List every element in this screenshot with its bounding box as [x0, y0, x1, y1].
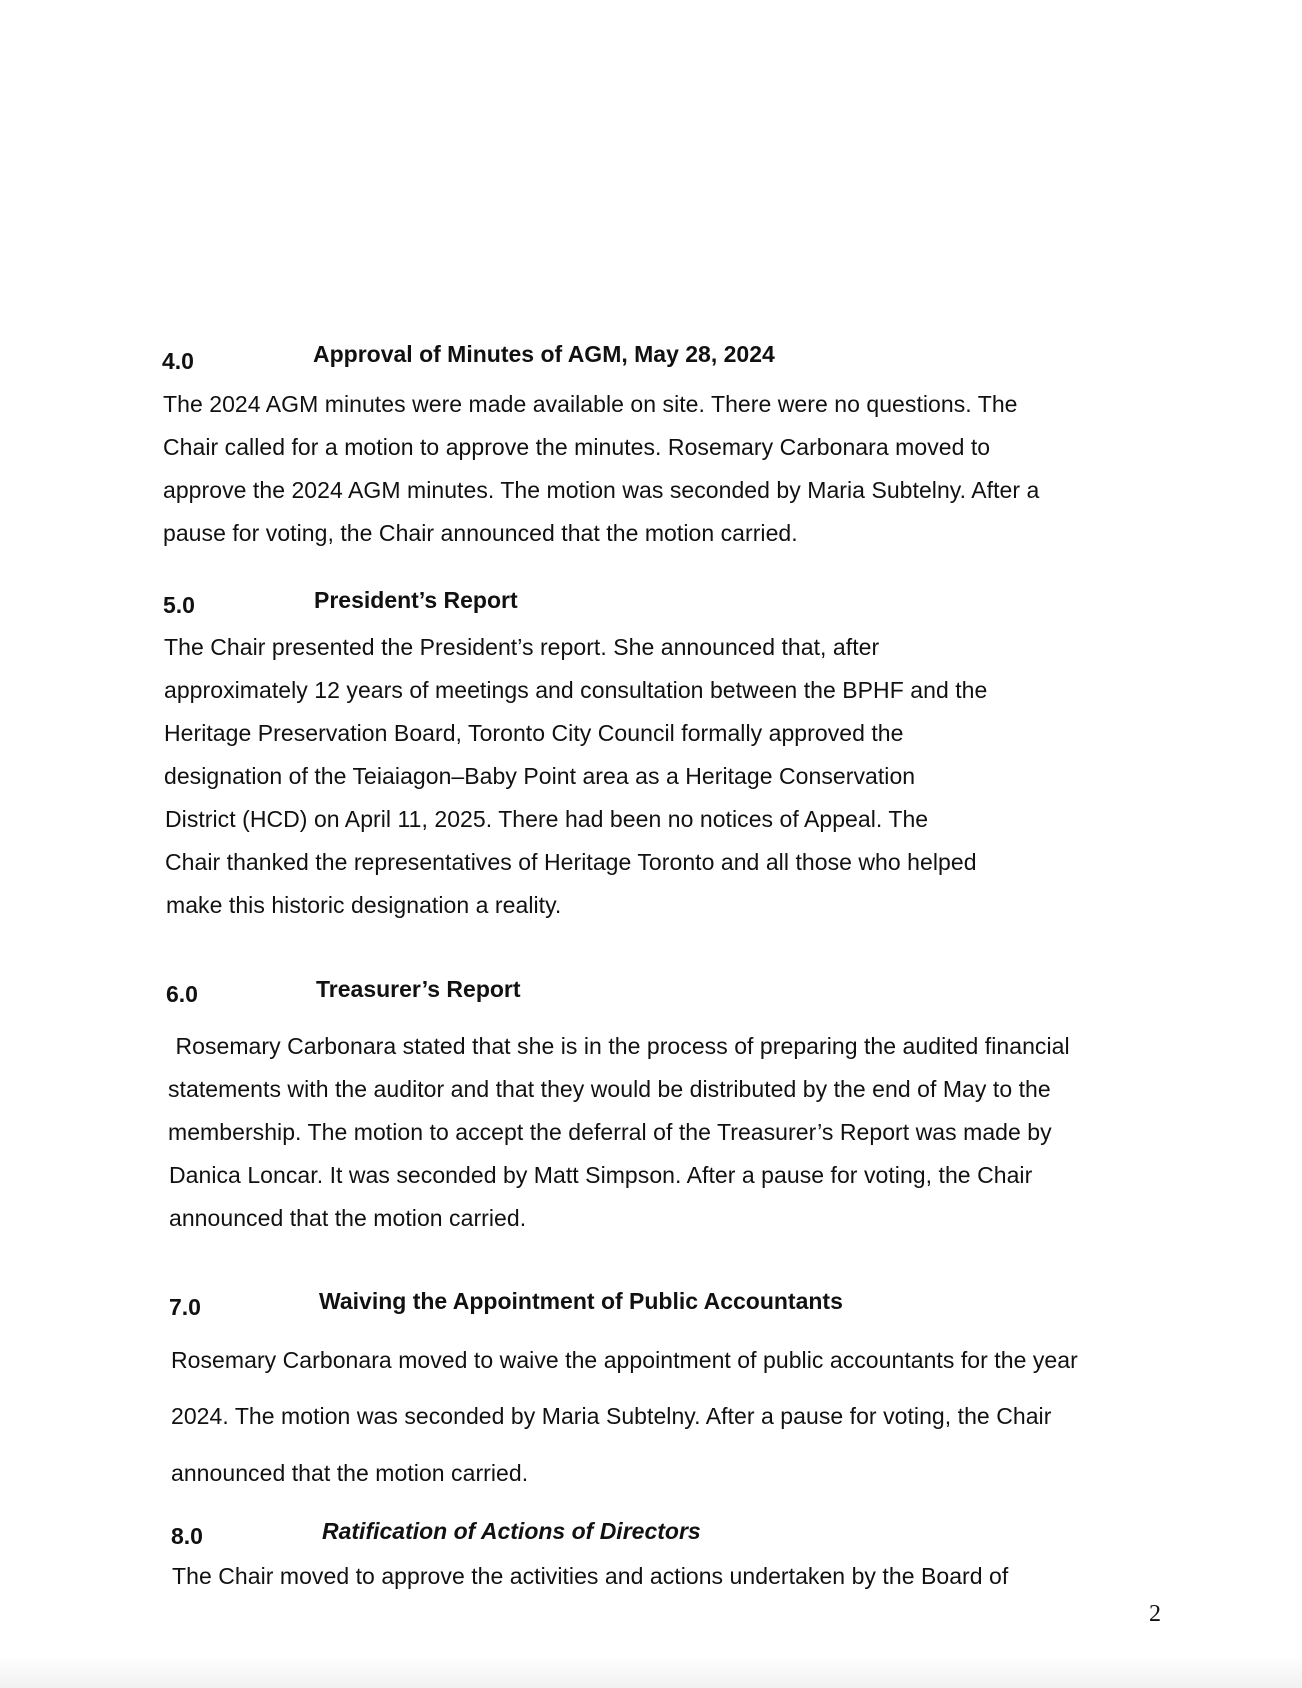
body-line: Rosemary Carbonara moved to waive the appointment of public accountants for the year	[171, 1347, 1078, 1373]
section-title: Approval of Minutes of AGM, May 28, 2024	[313, 341, 775, 367]
body-line: announced that the motion carried.	[171, 1460, 529, 1486]
body-line: Rosemary Carbonara stated that she is in the process of preparing the audited financial	[169, 1033, 1070, 1059]
section-title: President’s Report	[314, 587, 518, 613]
body-line: The Chair presented the President’s report. She announced that, after	[164, 634, 880, 660]
section-number: 7.0	[169, 1294, 201, 1320]
body-line: Chair called for a motion to approve the minutes. Rosemary Carbonara moved to	[163, 434, 991, 460]
body-line: membership. The motion to accept the deferral of the Treasurer’s Report was made by	[168, 1119, 1052, 1145]
body-line: statements with the auditor and that they would be distributed by the end of May to the	[168, 1076, 1051, 1102]
body-line: Chair thanked the representatives of Heritage Toronto and all those who helped	[165, 849, 977, 875]
body-line: The Chair moved to approve the activities and actions undertaken by the Board of	[172, 1563, 1009, 1589]
body-line: 2024. The motion was seconded by Maria Subtelny. After a pause for voting, the Chair	[171, 1403, 1052, 1429]
section-title: Treasurer’s Report	[316, 976, 521, 1002]
body-line: District (HCD) on April 11, 2025. There had been no notices of Appeal. The	[165, 806, 929, 832]
page-number: 2	[1149, 1601, 1161, 1627]
body-line: Heritage Preservation Board, Toronto City Council formally approved the	[164, 720, 904, 746]
section-title: Waiving the Appointment of Public Accountants	[319, 1288, 843, 1314]
body-line: Danica Loncar. It was seconded by Matt Simpson. After a pause for voting, the Chair	[169, 1162, 1033, 1188]
section-number: 5.0	[163, 592, 195, 618]
section-number: 4.0	[162, 348, 194, 374]
body-line: announced that the motion carried.	[169, 1205, 527, 1231]
section-title: Ratification of Actions of Directors	[322, 1518, 701, 1544]
page-bottom-edge	[0, 1656, 1302, 1688]
body-line: make this historic designation a reality.	[166, 892, 562, 918]
body-line: The 2024 AGM minutes were made available on site. There were no questions. The	[163, 391, 1018, 417]
section-number: 8.0	[171, 1523, 203, 1549]
body-line: approve the 2024 AGM minutes. The motion was seconded by Maria Subtelny. After a	[163, 477, 1040, 503]
section-number: 6.0	[166, 981, 198, 1007]
body-line: pause for voting, the Chair announced that the motion carried.	[163, 520, 798, 546]
body-line: designation of the Teiaiagon–Baby Point area as a Heritage Conservation	[164, 763, 916, 789]
body-line: approximately 12 years of meetings and consultation between the BPHF and the	[164, 677, 988, 703]
